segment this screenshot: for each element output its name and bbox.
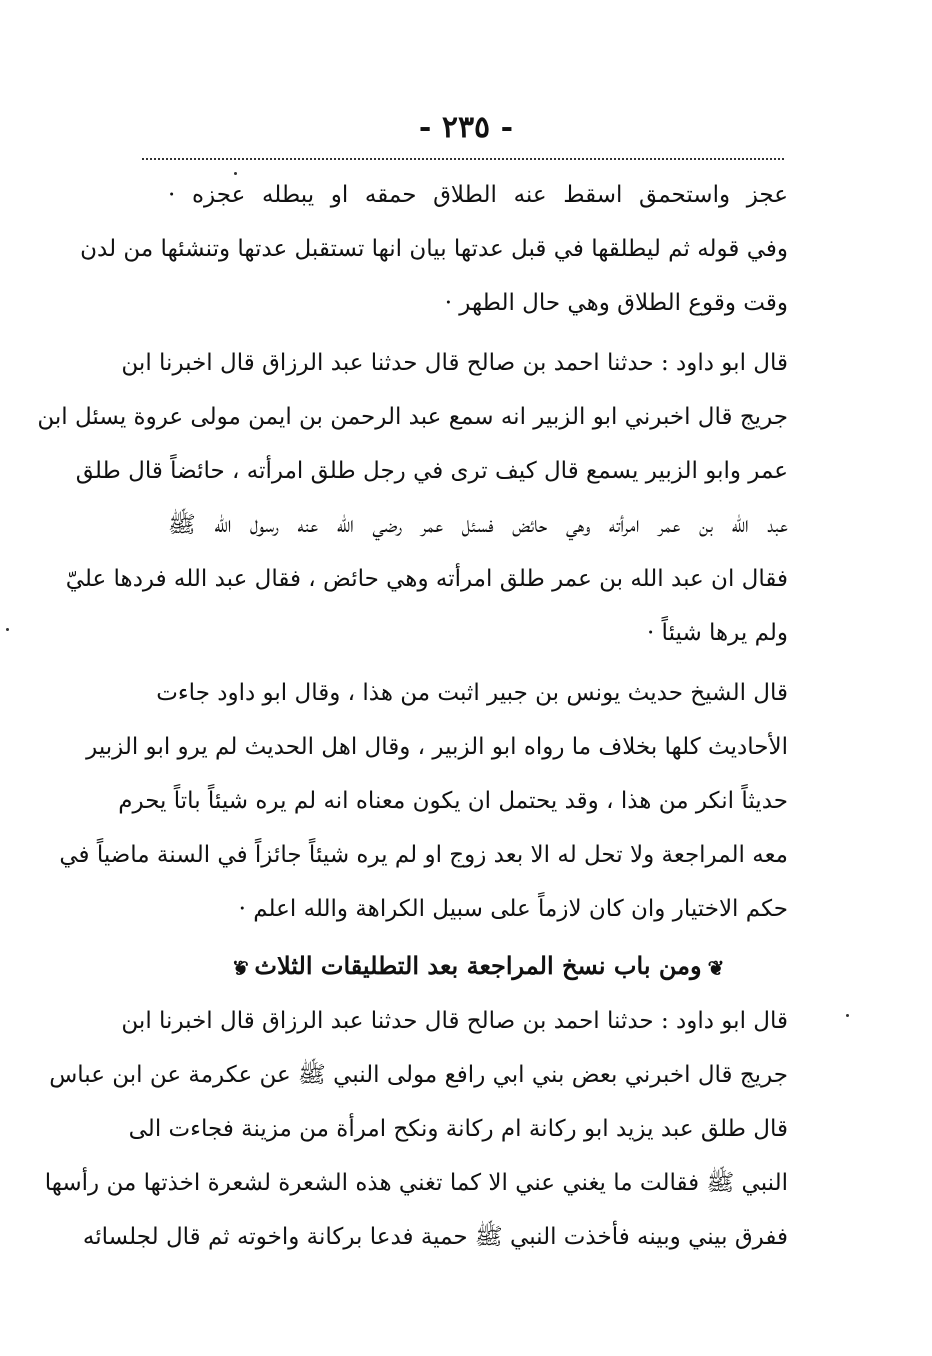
text-line: وفي قوله ثم ليطلقها في قبل عدتها بيان انها تستقبل عدتها وتنشئها من لدن — [80, 236, 788, 262]
text-line: معه المراجعة ولا تحل له الا بعد زوج او لم يره شيئاً جائزاً في السنة ماضياً في — [59, 842, 788, 868]
section-heading — [168, 938, 788, 994]
text-line: عجز واستحمق اسقط عنه الطلاق حمقه او يبطله عجزه · — [168, 182, 788, 208]
text-line: جريج قال اخبرني بعض بني ابي رافع مولى النبي ﷺ عن عكرمة عن ابن عباس — [49, 1062, 788, 1088]
text-line: ففرق بيني وبينه فأخذت النبي ﷺ حمية فدعا بركانة واخوته ثم قال لجلسائه — [82, 1224, 788, 1250]
text-line: قال الشيخ حديث يونس بن جبير اثبت من هذا ، وقال ابو داود جاءت — [156, 680, 788, 706]
text-line: النبي ﷺ فقالت ما يغني عني الا كما تغني هذه الشعرة لشعرة اخذتها من رأسها — [44, 1170, 788, 1196]
text-line: وقت وقوع الطلاق وهي حال الطهر · — [444, 290, 788, 316]
text-line: حكم الاختيار وان كان لازماً على سبيل الكراهة والله اعلم · — [238, 896, 788, 922]
text-line: فقال ان عبد الله بن عمر طلق امرأته وهي حائض ، فقال عبد الله فردها عليّ — [65, 566, 788, 592]
text-line: ولم يرها شيئاً · — [646, 620, 788, 646]
body-text — [37, 168, 788, 1264]
text-line: جريج قال اخبرني ابو الزبير انه سمع عبد الرحمن بن ايمن مولى عروة يسئل ابن — [37, 404, 788, 430]
text-line: عمر وابو الزبير يسمع قال كيف ترى في رجل طلق امرأته ، حائضاً قال طلق — [75, 458, 788, 484]
page-number: - ٢٣٥ - — [418, 110, 514, 145]
section-heading-text: ومن باب نسخ المراجعة بعد التطليقات الثلاث — [254, 951, 702, 980]
print-speck — [234, 172, 237, 175]
text-line: قال طلق عبد يزيد ابو ركانة ام ركانة ونكح امرأة من مزينة فجاءت الى — [128, 1116, 788, 1142]
floral-ornament-icon: ❦ — [231, 955, 249, 980]
print-speck — [6, 628, 9, 631]
text-line: عبد الله بن عمر امرأته وهي حائض فسئل عمر رضي الله عنه رسول الله ﷺ — [168, 512, 788, 538]
text-line: قال ابو داود : حدثنا احمد بن صالح قال حدثنا عبد الرزاق قال اخبرنا ابن — [121, 1008, 788, 1034]
floral-ornament-icon: ❦ — [707, 955, 725, 980]
text-line: قال ابو داود : حدثنا احمد بن صالح قال حدثنا عبد الرزاق قال اخبرنا ابن — [121, 350, 788, 376]
print-speck — [846, 1014, 849, 1017]
text-line: الأحاديث كلها بخلاف ما رواه ابو الزبير ، وقال اهل الحديث لم يرو ابو الزبير — [86, 734, 788, 760]
header-divider — [142, 158, 784, 160]
text-line: حديثاً انكر من هذا ، وقد يحتمل ان يكون معناه انه لم يره شيئاً باتاً يحرم — [118, 788, 788, 814]
